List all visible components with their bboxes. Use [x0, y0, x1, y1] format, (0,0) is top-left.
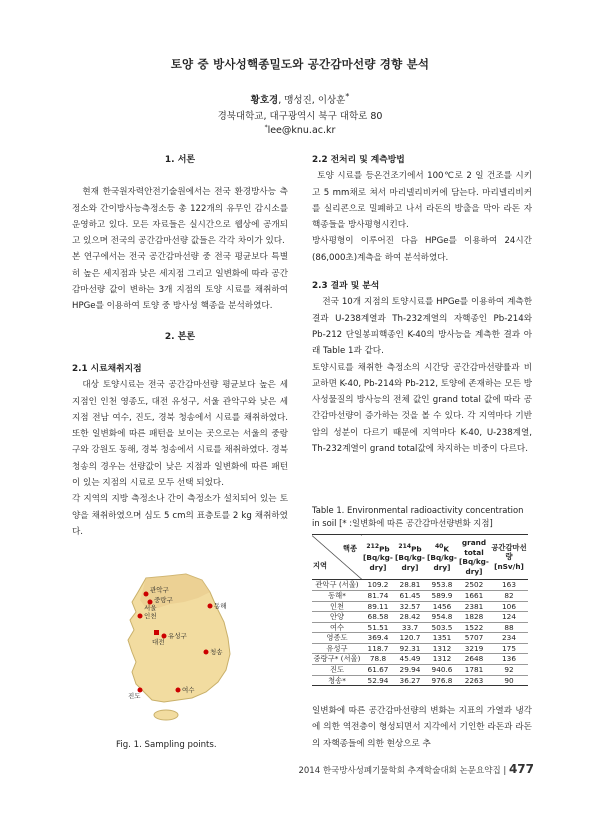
table-cell-value: 136 [502, 654, 516, 664]
map-label-jindo: 진도 [128, 692, 141, 700]
table-cell-value: 82 [504, 591, 514, 600]
table-cell-value: 28.42 [399, 612, 421, 621]
col-unit: [Bq/kg-dry] [459, 557, 489, 576]
co-authors: , 맹성진, 이상훈 [278, 95, 346, 107]
map-label-yuseong: 유성구 [168, 632, 187, 640]
author-line [0, 92, 600, 106]
col-el: K [443, 543, 450, 553]
paper-title: 토양 중 방사성핵종밀도와 공간감마선량 경향 분석 [170, 57, 430, 71]
table-row [312, 654, 528, 665]
footer-text: 2014 한국방사성폐기물학회 추계학술대회 논문요약집 | [298, 766, 507, 776]
corresponding-mark: * [345, 92, 350, 101]
affiliation: 경북대학교, 대구광역시 북구 대학로 80 [217, 111, 383, 122]
map-label-gwanak: 관악구 [150, 586, 169, 594]
table-cell-value: 369.4 [367, 633, 389, 642]
table-cell-value: 2381 [464, 601, 484, 611]
table-cell-value: 51.51 [367, 622, 389, 632]
table-cell-region: 중랑구* (서울) [313, 654, 361, 663]
col-unit: [nSv/h] [494, 561, 524, 571]
table-row [312, 622, 528, 633]
table-row [312, 675, 528, 686]
email-line [0, 124, 600, 136]
figure-caption: Fig. 1. Sampling points. [116, 740, 217, 750]
corner-bottom-label: 지역 [313, 561, 328, 570]
col-el: Pb [411, 543, 422, 553]
map-label-cheongsong: 청송 [210, 648, 223, 656]
section-intro-heading: 1. 서론 [164, 155, 196, 165]
page-number: 477 [508, 762, 534, 776]
marker-daejeon [154, 630, 159, 635]
map-label-yeosu: 여수 [182, 686, 195, 694]
intro-paragraph-1: 현재 한국원자력안전기술원에서는 전국 환경방사능 측정소와 간이방사능측정소등 총 122개의 유무인 감시소를 운영하고 있다. 모든 자료들은 실시간으로 웹상에 공개되고 있으며 전국의 공간감마선량 값들은 각각 차이가 있다. [72, 187, 288, 247]
table-corner-cell [312, 535, 362, 580]
col-header-k40 [426, 535, 458, 580]
table-cell-value: 1456 [432, 601, 452, 611]
jeju-shape [154, 710, 178, 720]
marker-gwanak [144, 592, 149, 597]
right-column [312, 152, 532, 457]
table-caption-line-2: in soil [* :일변화에 따른 공간감마선량변화 지점] [312, 518, 493, 528]
table-cell-value: 1312 [432, 643, 452, 653]
table-cell-value: 61.67 [367, 665, 389, 674]
subsection-2-3-heading: 2.3 결과 및 분석 [312, 281, 380, 292]
col-header-pb212 [362, 535, 394, 580]
table-cell-value: 1781 [464, 665, 484, 674]
table-row [312, 601, 528, 612]
col-el: grand total [461, 538, 487, 557]
section-body-heading: 2. 본론 [164, 331, 196, 342]
table-cell-region: 유성구 [326, 643, 348, 653]
table-block [312, 504, 532, 686]
table-caption-line-1: Table 1. Environmental radioactivity concentration [312, 505, 524, 515]
col-header-grand-total [458, 535, 490, 580]
table-cell-region: 인천 [329, 601, 345, 611]
table-cell-value: 954.8 [431, 612, 453, 621]
table-cell-value: 106 [502, 601, 516, 611]
marker-incheon [138, 614, 143, 619]
table-cell-value: 90 [504, 675, 514, 685]
table-cell-value: 120.7 [399, 633, 421, 642]
table-cell-value: 109.2 [367, 580, 389, 590]
table-cell-value: 2263 [464, 675, 484, 685]
intro-paragraph-2: 본 연구에서는 전국 공간감마선량 중 전국 평균보다 특별히 높은 세지점과 낮은 세지점 그리고 일변화에 따라 공간감마선량 값이 변하는 3개 지점의 토양 시료를 채취하여 HPGe를 이용하여 토양 중 방사성 핵종을 분석하였다. [72, 252, 288, 312]
marker-donghae [208, 604, 213, 609]
table-cell-value: 89.11 [367, 601, 389, 611]
col-el: 공간감마선량 [491, 542, 527, 562]
col-el: Pb [379, 543, 390, 553]
table-cell-value: 124 [502, 612, 516, 621]
table-cell-value: 503.5 [431, 622, 453, 632]
lead-author: 황호경 [250, 95, 279, 107]
table-cell-value: 88 [504, 622, 514, 632]
table-row [312, 633, 528, 644]
col-iso: 40 [434, 542, 444, 550]
table-cell-region: 관악구 (서울) [315, 580, 359, 589]
table-cell-region: 진도 [329, 665, 345, 674]
sampling-paragraph-2: 각 지역의 지방 측정소나 간이 측정소가 설치되어 있는 토양을 채취하였으며 심도 5 cm의 표층토를 2 kg 채취하였다. [72, 494, 288, 537]
table-cell-value: 1522 [464, 622, 484, 632]
table-cell-value: 36.27 [399, 675, 421, 685]
korea-map-svg [106, 572, 256, 722]
subsection-2-2-heading: 2.2 전처리 및 계측방법 [312, 155, 405, 165]
map-label-daejeon: 대전 [152, 638, 165, 646]
col-unit: [Bq/kg-dry] [427, 553, 457, 572]
table-cell-value: 29.94 [399, 665, 421, 674]
table-cell-value: 28.81 [399, 580, 421, 590]
table-cell-value: 940.6 [431, 665, 453, 674]
table-cell-value: 953.8 [431, 580, 453, 590]
table-cell-value: 163 [502, 580, 516, 590]
map-label-jungnang: 중랑구 [154, 596, 173, 604]
table-cell-value: 5707 [464, 633, 484, 642]
table-row [312, 665, 528, 676]
table-cell-value: 81.74 [367, 591, 389, 600]
table-cell-value: 1661 [464, 591, 484, 600]
sampling-paragraph-1: 대상 토양시료는 전국 공간감마선량 평균보다 높은 세지점인 인천 영종도, 대전 유성구, 서울 관악구와 낮은 세지점 전남 여수, 진도, 경북 청송에서 시료를 채취하였다. 또한 일변화에 따른 패턴을 보이는 곳으로는 서울의 중랑구와 강원도 동해, 경북 청송에서 시료를 채취하였다. 경북 청송의 경우는 선량값이 낮은 지점과 일변화에 따른 패턴이 있는 지점의 시료로 모두 선택 되었다. [72, 380, 288, 489]
table-caption [312, 504, 532, 530]
table-cell-value: 33.7 [401, 622, 419, 632]
page-footer [298, 762, 534, 776]
col-header-pb214 [394, 535, 426, 580]
marker-cheongsong [204, 650, 209, 655]
table-cell-value: 92 [504, 665, 514, 674]
table-cell-value: 52.94 [367, 675, 389, 685]
table-cell-value: 45.49 [399, 654, 421, 664]
table-cell-value: 68.58 [367, 612, 389, 621]
table-row [312, 612, 528, 623]
col-unit: [Bq/kg-dry] [395, 553, 425, 572]
table-cell-value: 92.31 [399, 643, 421, 653]
email-address: lee@knu.ac.kr [267, 125, 336, 137]
table-cell-value: 78.8 [369, 654, 387, 664]
col-iso: 214 [398, 542, 412, 550]
table-cell-region: 동해* [328, 591, 346, 600]
after-table-text: 일변화에 따른 공간감마선량의 변화는 지표의 가열과 냉각에 의한 역전층이 형성되면서 지각에서 기인한 라돈과 라돈의 자핵종들에 의한 현상으로 추 [312, 706, 532, 749]
email-mark: * [264, 124, 268, 131]
map-label-seoul: 서울 [144, 604, 157, 612]
table-cell-value: 976.8 [431, 675, 453, 685]
table-cell-value: 234 [502, 633, 516, 642]
table-cell-value: 589.9 [431, 591, 453, 600]
col-header-dose [490, 535, 528, 580]
marker-yeosu [176, 688, 181, 693]
corner-top-label: 핵종 [342, 543, 357, 553]
table-cell-value: 32.57 [399, 601, 421, 611]
results-paragraph-2: 토양시료를 채취한 측정소의 시간당 공간감마선량률과 비교하면 K-40, Pb-214와 Pb-212, 토양에 존재하는 모든 방사성물질의 방사능의 전체 값인 grand total 값에 따라 공간감마선량이 증가하는 것을 볼 수 있다. 각 지역마다 기반암의 성분이 다르기 때문에 지역마다 K-40, U-238계열, Th-232계열이 grand total값에 차지하는 비중이 다르다. [312, 362, 532, 455]
table-cell-region: 여수 [329, 622, 345, 632]
results-paragraph-1: 전국 10개 지점의 토양시료를 HPGe를 이용하여 계측한 결과 U-238계열과 Th-232계열의 자핵종인 Pb-214와 Pb-212 단일봉피핵종인 K-40의 방사능을 계측한 결과 아래 Table 1과 같다. [312, 297, 532, 357]
korea-sampling-map [106, 572, 256, 722]
method-paragraph-1: 토양 시료를 등온건조기에서 100℃로 2 일 건조를 시키고 5 mm채로 쳐서 마리넬리비커에 담는다. 마리넬리비커를 실리콘으로 밀폐하고 나서 라돈의 방출을 막아 라돈 자핵종들을 방사평형시킨다. [312, 171, 532, 231]
table-cell-value: 1828 [464, 612, 484, 621]
table-cell-value: 2648 [464, 654, 484, 664]
table-row [312, 591, 528, 602]
table-cell-value: 61.45 [399, 591, 421, 600]
table-cell-value: 118.7 [367, 643, 389, 653]
table-cell-value: 2502 [464, 580, 484, 590]
table-cell-value: 1312 [432, 654, 452, 664]
table-cell-region: 청송* [328, 675, 346, 685]
table-cell-value: 1351 [432, 633, 452, 642]
table-row [312, 580, 528, 591]
map-label-donghae: 동해 [214, 602, 227, 610]
table-cell-value: 175 [502, 643, 516, 653]
subsection-2-1-heading: 2.1 시료채취지점 [72, 363, 142, 374]
table-cell-region: 영종도 [326, 633, 348, 642]
map-label-incheon: 인천 [144, 612, 157, 620]
col-iso: 212 [366, 542, 380, 550]
left-column [72, 152, 288, 540]
table-row [312, 643, 528, 654]
method-paragraph-2: 방사평형이 이루어진 다음 HPGe를 이용하여 24시간(86,000초)계측을 하여 분석하였다. [312, 236, 532, 263]
col-unit: [Bq/kg-dry] [363, 553, 393, 572]
table-cell-value: 3219 [464, 643, 484, 653]
table-cell-region: 안양 [329, 612, 345, 621]
table-header-row [312, 535, 528, 580]
radioactivity-table [312, 534, 528, 686]
